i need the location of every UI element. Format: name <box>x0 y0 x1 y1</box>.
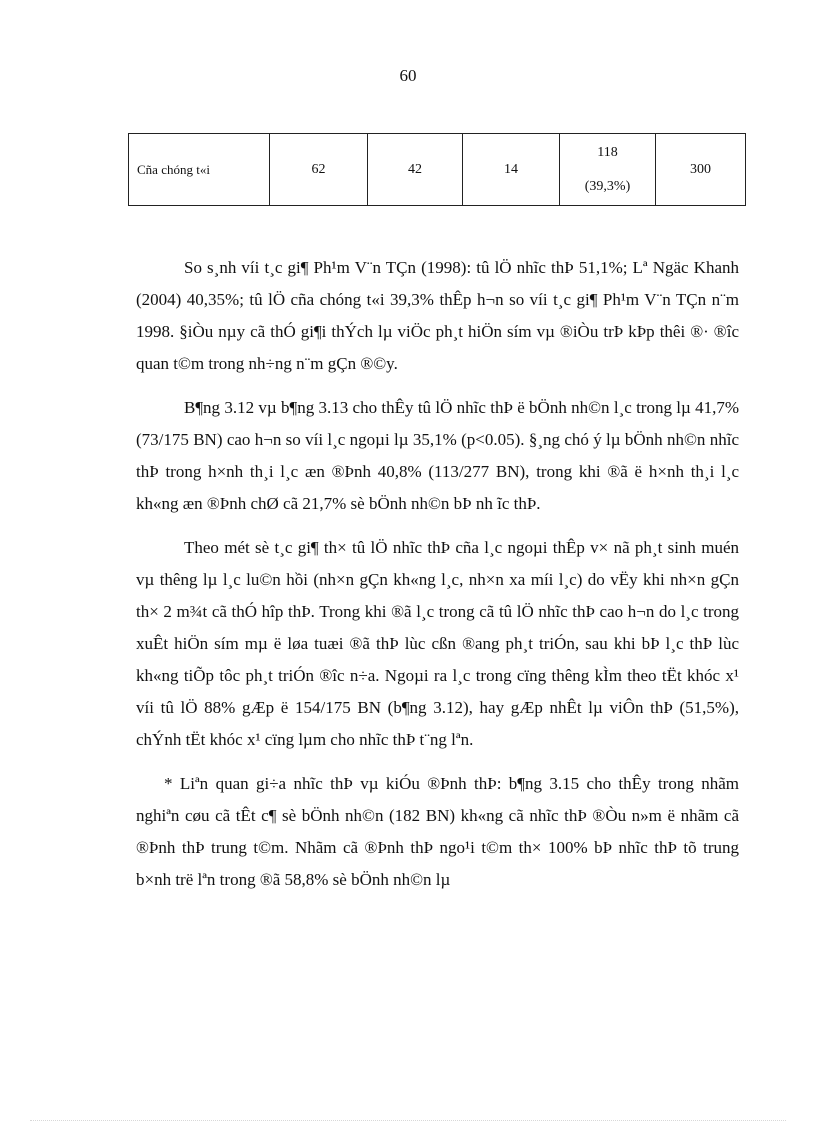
row-label-cell: Cña chóng t«i <box>129 134 270 206</box>
value-cell-3: 14 <box>463 134 560 206</box>
results-table <box>128 133 746 206</box>
paragraph-comparison: So s¸nh víi t¸c gi¶ Ph¹m V¨n TÇn (1998): tû lÖ nhĩc thÞ 51,1%; Lª Ngäc Khanh (2004) 40,35%; tû lÖ cña chóng t«i 39,3% thÊp h¬n so víi t¸c gi¶ Ph¹m V¨n TÇn n¨m 1998. §iÒu nµy cã thÓ gi¶i thÝch lµ viÖc ph¸t hiÖn sím vµ ®iÒu trÞ kÞp thêi ®· ®îc quan t©m trong nh÷ng n¨m gÇn ®©y. <box>136 258 739 373</box>
value-4-percent: (39,3%) <box>584 178 631 194</box>
page-number: 60 <box>399 66 417 85</box>
footer-rule <box>30 1120 786 1121</box>
body-text <box>136 252 739 908</box>
paragraph-table-3-12: B¶ng 3.12 vµ b¶ng 3.13 cho thÊy tû lÖ nhĩc thÞ ë bÖnh nh©n l¸c trong lµ 41,7% (73/175 BN) cao h¬n so víi l¸c ngoµi lµ 35,1% (p<0.05). §¸ng chó ý lµ bÖnh nh©n nhĩc thÞ trong h×nh th¸i l¸c æn ®Þnh 40,8% (113/277 BN), trong khi ®ã ë h×nh th¸i l¸c kh«ng æn ®Þnh chØ cã 21,7% sè bÖnh nh©n bÞ nh ĩc thÞ. <box>136 398 739 513</box>
value-cell-2: 42 <box>368 134 463 206</box>
paragraph-authors: Theo mét sè t¸c gi¶ th× tû lÖ nhĩc thÞ cña l¸c ngoµi thÊp v× nã ph¸t sinh muén vµ thêng lµ l¸c lu©n hồi (nh×n gÇn kh«ng l¸c, nh×n xa míi l¸c) do vËy khi nh×n gÇn th× 2 m¾t cã thÓ hîp thÞ. Trong khi ®ã l¸c trong cã tû lÖ nhĩc thÞ cao h¬n do l¸c trong xuÊt hiÖn sím mµ ë løa tuæi ®ã thÞ lùc cßn ®ang ph¸t triÓn, sau khi bÞ l¸c thÞ lùc kh«ng tiÕp tôc ph¸t triÓn ®îc n÷a. Ngoµi ra l¸c trong cïng thêng kÌm theo tËt khóc x¹ víi tû lÖ 88% gÆp ë 154/175 BN (b¶ng 3.12), hay gÆp nhÊt lµ viÔn thÞ (51,5%), chÝnh tËt khóc x¹ cïng lµm cho nhĩc thÞ t¨ng lªn. <box>136 538 739 749</box>
paragraph-fixation: * Liªn quan gi÷a nhĩc thÞ vµ kiÓu ®Þnh thÞ: b¶ng 3.15 cho thÊy trong nhãm nghiªn cøu cã tÊt c¶ sè bÖnh nh©n (182 BN) kh«ng cã nhĩc thÞ ®Òu n»m ë nhãm cã ®Þnh thÞ trung t©m. Nhãm cã ®Þnh thÞ ngo¹i t©m th× 100% bÞ nhĩc thÞ tõ trung b×nh trë lªn trong ®ã 58,8% sè bÖnh nh©n lµ <box>136 774 739 889</box>
value-4-count: 118 <box>597 144 618 160</box>
value-cell-4 <box>560 134 656 206</box>
table-row <box>129 134 746 206</box>
value-cell-1: 62 <box>270 134 368 206</box>
value-cell-5: 300 <box>656 134 746 206</box>
